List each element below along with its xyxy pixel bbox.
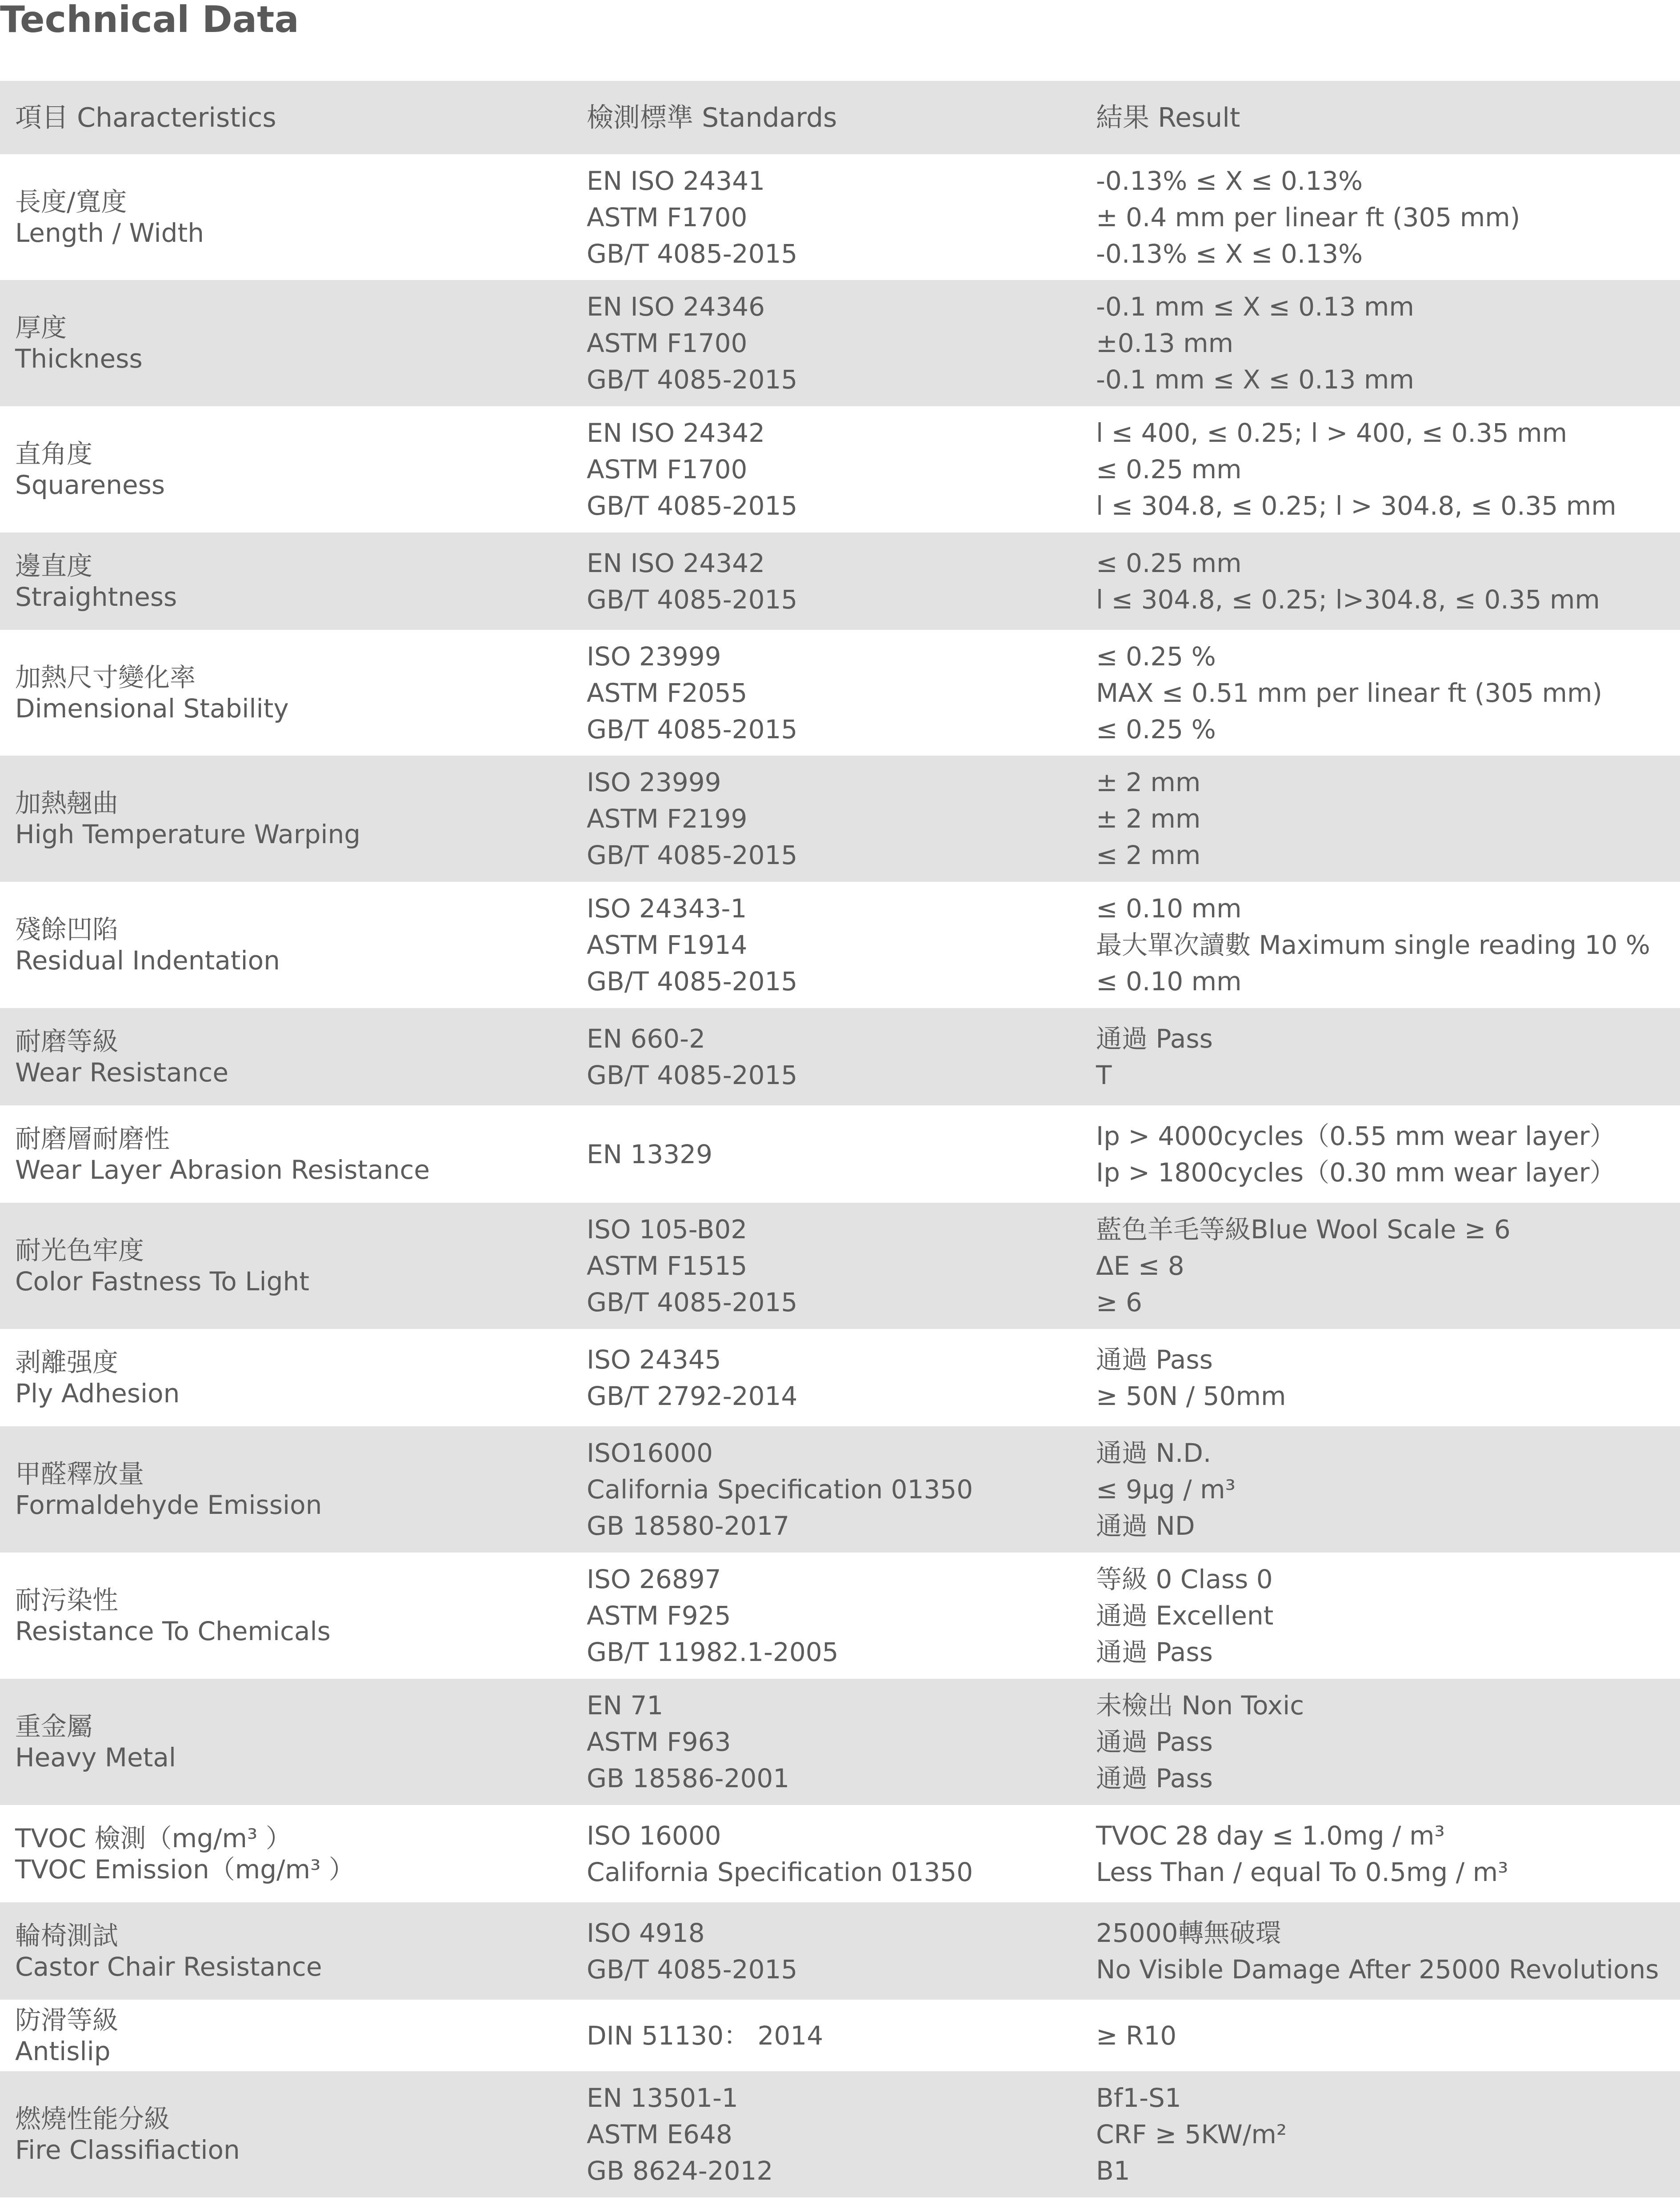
characteristic-cell — [15, 1203, 566, 1329]
standard-item: DIN 51130： 2014 — [587, 2020, 824, 2051]
header-standards-label: 檢測標準 Standards — [587, 102, 837, 133]
table-body — [0, 154, 1680, 2197]
result-cell — [1096, 2071, 1674, 2197]
standard-item: GB/T 4085-2015 — [587, 1954, 798, 1985]
standard-item: ASTM F925 — [587, 1601, 731, 1631]
standards-cell — [587, 280, 1076, 406]
result-item: 通過 Pass — [1096, 1023, 1213, 1054]
result-item: 通過 N.D. — [1096, 1438, 1212, 1468]
result-item: ≥ R10 — [1096, 2020, 1177, 2051]
characteristic-zh: 耐磨層耐磨性 — [15, 1123, 170, 1154]
standard-item: EN ISO 24342 — [587, 548, 765, 578]
standards-cell — [587, 1679, 1076, 1805]
characteristic-zh: 耐光色牢度 — [15, 1235, 144, 1265]
result-item: ± 0.4 mm per linear ft (305 mm) — [1096, 202, 1520, 232]
result-item: ≤ 0.25 % — [1096, 641, 1216, 672]
result-item: TVOC 28 day ≤ 1.0mg / m³ — [1096, 1820, 1445, 1851]
result-item: 未檢出 Non Toxic — [1096, 1690, 1304, 1721]
characteristic-zh: 耐污染性 — [15, 1585, 119, 1615]
header-characteristics-label: 項目 Characteristics — [15, 102, 276, 133]
standard-item: ISO16000 — [587, 1438, 713, 1468]
result-cell — [1096, 1553, 1674, 1679]
standard-item: EN 13501-1 — [587, 2083, 738, 2113]
characteristic-zh: 加熱翹曲 — [15, 788, 119, 818]
standard-item: GB/T 4085-2015 — [587, 840, 798, 870]
result-item: l ≤ 304.8, ≤ 0.25; l > 304.8, ≤ 0.35 mm — [1096, 491, 1616, 521]
characteristic-zh: 防滑等級 — [15, 2005, 119, 2035]
standards-cell — [587, 1203, 1076, 1329]
standard-item: ASTM F1515 — [587, 1251, 748, 1281]
standards-cell — [587, 882, 1076, 1008]
result-item: l ≤ 304.8, ≤ 0.25; l>304.8, ≤ 0.35 mm — [1096, 584, 1600, 615]
characteristic-en: TVOC Emission（mg/m³ ） — [15, 1854, 355, 1885]
standard-item: GB/T 4085-2015 — [587, 966, 798, 996]
standard-item: GB/T 4085-2015 — [587, 491, 798, 521]
standard-item: ISO 26897 — [587, 1564, 721, 1594]
standard-item: California Specification 01350 — [587, 1474, 973, 1505]
standards-cell — [587, 1105, 1076, 1203]
standards-cell — [587, 406, 1076, 532]
characteristic-en: Length / Width — [15, 217, 204, 248]
standard-item: ISO 23999 — [587, 641, 721, 672]
standard-item: EN 71 — [587, 1690, 664, 1721]
characteristic-zh: 剥離强度 — [15, 1347, 119, 1377]
table-row — [0, 1008, 1680, 1105]
header-characteristics — [15, 81, 566, 154]
standard-item: EN ISO 24342 — [587, 418, 765, 448]
characteristic-en: Heavy Metal — [15, 1742, 176, 1773]
standard-item: ASTM F1700 — [587, 202, 748, 232]
result-item: l ≤ 400, ≤ 0.25; l > 400, ≤ 0.35 mm — [1096, 418, 1568, 448]
standard-item: EN ISO 24346 — [587, 292, 765, 322]
result-cell — [1096, 280, 1674, 406]
result-item: T — [1096, 1060, 1112, 1090]
characteristic-cell — [15, 2000, 566, 2071]
result-item: 等級 0 Class 0 — [1096, 1564, 1273, 1594]
result-item: ≤ 0.25 % — [1096, 714, 1216, 744]
characteristic-en: Ply Adhesion — [15, 1378, 180, 1409]
standard-item: ISO 24343-1 — [587, 893, 747, 924]
header-standards — [587, 81, 1076, 154]
characteristic-en: Wear Resistance — [15, 1057, 229, 1088]
result-cell — [1096, 1008, 1674, 1105]
standards-cell — [587, 756, 1076, 882]
standard-item: ASTM F2199 — [587, 804, 748, 834]
result-cell — [1096, 630, 1674, 756]
result-cell — [1096, 406, 1674, 532]
result-item: ≤ 9μg / m³ — [1096, 1474, 1236, 1505]
result-item: -0.13% ≤ X ≤ 0.13% — [1096, 238, 1363, 269]
standard-item: ISO 105-B02 — [587, 1214, 748, 1245]
result-item: 藍色羊毛等級Blue Wool Scale ≥ 6 — [1096, 1214, 1511, 1245]
result-item: ≤ 0.25 mm — [1096, 548, 1242, 578]
result-item: 通過 Pass — [1096, 1727, 1213, 1757]
standards-cell — [587, 2000, 1076, 2071]
result-item: ≤ 2 mm — [1096, 840, 1201, 870]
result-item: Ip > 1800cycles（0.30 mm wear layer） — [1096, 1157, 1616, 1188]
table-row — [0, 532, 1680, 630]
result-cell — [1096, 2000, 1674, 2071]
standards-cell — [587, 154, 1076, 280]
standard-item: GB 18580-2017 — [587, 1511, 790, 1541]
table-row — [0, 280, 1680, 406]
characteristic-cell — [15, 406, 566, 532]
result-cell — [1096, 1426, 1674, 1553]
table-row — [0, 406, 1680, 532]
result-item: 最大單次讀數 Maximum single reading 10 % — [1096, 930, 1650, 960]
result-item: No Visible Damage After 25000 Revolutions — [1096, 1954, 1659, 1985]
result-item: ≤ 0.25 mm — [1096, 454, 1242, 484]
characteristic-en: Dimensional Stability — [15, 693, 289, 724]
characteristic-en: Wear Layer Abrasion Resistance — [15, 1154, 430, 1185]
header-result — [1096, 81, 1674, 154]
characteristic-en: Thickness — [15, 344, 143, 374]
characteristic-cell — [15, 882, 566, 1008]
result-item: Less Than / equal To 0.5mg / m³ — [1096, 1857, 1508, 1887]
characteristic-en: Color Fastness To Light — [15, 1266, 309, 1297]
characteristic-en: Squareness — [15, 470, 165, 500]
result-cell — [1096, 882, 1674, 1008]
characteristic-en: Formaldehyde Emission — [15, 1490, 322, 1520]
result-item: ≥ 50N / 50mm — [1096, 1381, 1286, 1411]
standards-cell — [587, 1553, 1076, 1679]
result-item: -0.1 mm ≤ X ≤ 0.13 mm — [1096, 364, 1414, 395]
standard-item: EN 13329 — [587, 1139, 712, 1169]
result-item: 通過 Pass — [1096, 1763, 1213, 1793]
standard-item: ISO 16000 — [587, 1820, 721, 1851]
standard-item: GB/T 4085-2015 — [587, 1060, 798, 1090]
table-row — [0, 1553, 1680, 1679]
standard-item: GB/T 4085-2015 — [587, 584, 798, 615]
table-row — [0, 1902, 1680, 2000]
characteristic-zh: 加熱尺寸變化率 — [15, 662, 196, 692]
result-cell — [1096, 756, 1674, 882]
result-item: ≤ 0.10 mm — [1096, 893, 1242, 924]
characteristic-en: Fire Classifiaction — [15, 2135, 240, 2165]
characteristic-zh: 長度/寬度 — [15, 186, 127, 217]
characteristic-zh: 殘餘凹陷 — [15, 914, 119, 944]
table-row — [0, 1426, 1680, 1553]
result-item: Ip > 4000cycles（0.55 mm wear layer） — [1096, 1121, 1616, 1151]
characteristic-zh: 燃燒性能分級 — [15, 2104, 170, 2134]
result-item: CRF ≥ 5KW/m² — [1096, 2119, 1287, 2149]
result-item: ≥ 6 — [1096, 1287, 1142, 1317]
table-row — [0, 1679, 1680, 1805]
characteristic-zh: 耐磨等級 — [15, 1026, 119, 1056]
technical-data-table — [0, 81, 1680, 2197]
characteristic-en: Castor Chair Resistance — [15, 1951, 322, 1982]
result-item: 通過 Pass — [1096, 1637, 1213, 1667]
result-cell — [1096, 1805, 1674, 1902]
standard-item: GB/T 4085-2015 — [587, 1287, 798, 1317]
result-cell — [1096, 1902, 1674, 2000]
characteristic-cell — [15, 1008, 566, 1105]
characteristic-cell — [15, 154, 566, 280]
result-item: 25000轉無破環 — [1096, 1917, 1281, 1948]
standard-item: GB/T 2792-2014 — [587, 1381, 798, 1411]
characteristic-zh: 重金屬 — [15, 1711, 93, 1741]
standard-item: ASTM F1700 — [587, 454, 748, 484]
result-item: Bf1-S1 — [1096, 2083, 1181, 2113]
characteristic-cell — [15, 532, 566, 630]
standards-cell — [587, 630, 1076, 756]
characteristic-en: Antislip — [15, 2036, 111, 2066]
characteristic-cell — [15, 1805, 566, 1902]
standards-cell — [587, 1008, 1076, 1105]
table-header-row — [0, 81, 1680, 154]
standard-item: ISO 24345 — [587, 1344, 721, 1375]
characteristic-zh: 邊直度 — [15, 550, 93, 581]
standard-item: ASTM F963 — [587, 1727, 731, 1757]
standard-item: EN ISO 24341 — [587, 165, 765, 196]
standard-item: California Specification 01350 — [587, 1857, 973, 1887]
standard-item: GB 8624-2012 — [587, 2156, 773, 2186]
characteristic-en: Resistance To Chemicals — [15, 1616, 331, 1646]
characteristic-cell — [15, 756, 566, 882]
result-item: 通過 Pass — [1096, 1344, 1213, 1375]
characteristic-zh: 直角度 — [15, 439, 93, 469]
page-title: Technical Data — [0, 0, 299, 41]
result-item: 通過 ND — [1096, 1511, 1195, 1541]
result-item: ± 2 mm — [1096, 804, 1201, 834]
standards-cell — [587, 1426, 1076, 1553]
standards-cell — [587, 1902, 1076, 2000]
standards-cell — [587, 1805, 1076, 1902]
table-row — [0, 756, 1680, 882]
result-cell — [1096, 1105, 1674, 1203]
standard-item: ISO 23999 — [587, 767, 721, 797]
result-item: -0.1 mm ≤ X ≤ 0.13 mm — [1096, 292, 1414, 322]
result-item: ±0.13 mm — [1096, 328, 1234, 358]
characteristic-zh: TVOC 檢測（mg/m³ ） — [15, 1823, 292, 1853]
characteristic-cell — [15, 1902, 566, 2000]
characteristic-en: High Temperature Warping — [15, 819, 361, 849]
standards-cell — [587, 2071, 1076, 2197]
standard-item: GB/T 4085-2015 — [587, 238, 798, 269]
characteristic-zh: 輪椅測試 — [15, 1920, 119, 1951]
standard-item: ASTM E648 — [587, 2119, 732, 2149]
table-row — [0, 1805, 1680, 1902]
characteristic-cell — [15, 2071, 566, 2197]
header-result-label: 結果 Result — [1096, 102, 1240, 133]
standards-cell — [587, 532, 1076, 630]
table-row — [0, 2071, 1680, 2197]
result-cell — [1096, 154, 1674, 280]
standard-item: GB/T 4085-2015 — [587, 714, 798, 744]
characteristic-cell — [15, 280, 566, 406]
standard-item: ASTM F1700 — [587, 328, 748, 358]
result-item: ≤ 0.10 mm — [1096, 966, 1242, 996]
characteristic-cell — [15, 1426, 566, 1553]
result-item: -0.13% ≤ X ≤ 0.13% — [1096, 165, 1363, 196]
table-row — [0, 2000, 1680, 2071]
table-row — [0, 1105, 1680, 1203]
result-item: MAX ≤ 0.51 mm per linear ft (305 mm) — [1096, 677, 1603, 708]
characteristic-cell — [15, 1329, 566, 1426]
table-row — [0, 154, 1680, 280]
result-cell — [1096, 1203, 1674, 1329]
result-item: ± 2 mm — [1096, 767, 1201, 797]
result-cell — [1096, 1329, 1674, 1426]
table-row — [0, 1203, 1680, 1329]
characteristic-zh: 厚度 — [15, 312, 67, 343]
result-item: ΔE ≤ 8 — [1096, 1251, 1184, 1281]
characteristic-en: Straightness — [15, 581, 177, 612]
characteristic-cell — [15, 630, 566, 756]
characteristic-cell — [15, 1679, 566, 1805]
result-cell — [1096, 1679, 1674, 1805]
characteristic-zh: 甲醛釋放量 — [15, 1459, 144, 1489]
table-row — [0, 630, 1680, 756]
standard-item: ASTM F2055 — [587, 677, 748, 708]
table-row — [0, 882, 1680, 1008]
result-cell — [1096, 532, 1674, 630]
standard-item: EN 660-2 — [587, 1023, 706, 1054]
standard-item: ASTM F1914 — [587, 930, 748, 960]
characteristic-cell — [15, 1553, 566, 1679]
characteristic-en: Residual Indentation — [15, 945, 280, 976]
standard-item: ISO 4918 — [587, 1917, 705, 1948]
standard-item: GB/T 4085-2015 — [587, 364, 798, 395]
table-row — [0, 1329, 1680, 1426]
result-item: B1 — [1096, 2156, 1130, 2186]
characteristic-cell — [15, 1105, 566, 1203]
standard-item: GB 18586-2001 — [587, 1763, 790, 1793]
result-item: 通過 Excellent — [1096, 1601, 1274, 1631]
standard-item: GB/T 11982.1-2005 — [587, 1637, 839, 1667]
standards-cell — [587, 1329, 1076, 1426]
